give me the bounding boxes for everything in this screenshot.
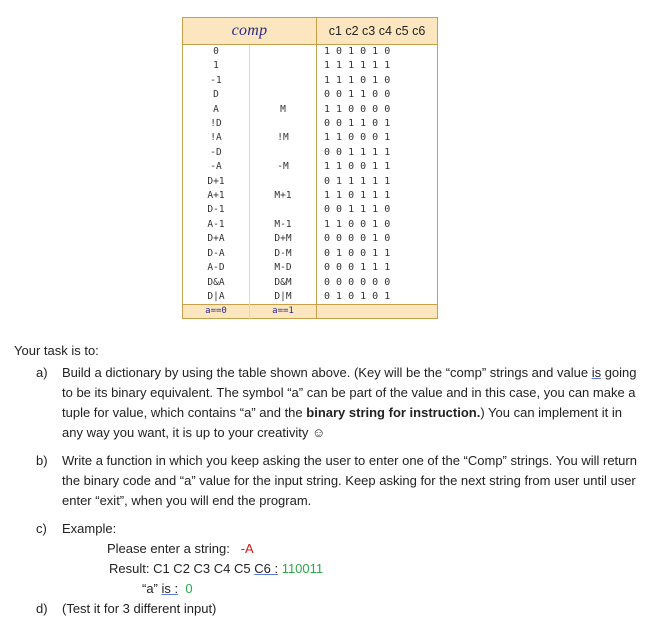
table-row — [183, 117, 438, 131]
comp-a1-cell: D-M — [250, 247, 317, 261]
task-item-c-body — [62, 519, 643, 599]
comp-a1-cell — [250, 45, 317, 60]
comp-a0-cell: D — [213, 89, 219, 101]
comp-a1-cell — [250, 59, 317, 73]
task-a-text-2: going to be its binary equivalent. The symbol “a” can be part of the value and in this case, you can make a tuple for value, which contains “a” and the — [62, 365, 637, 420]
item-marker: a) — [36, 365, 48, 380]
comp-a1-cell — [250, 117, 317, 131]
task-a-text-3: ) You can implement it in any way you want, it is up to your creativity ☺ — [62, 405, 622, 440]
example-result-value: 110011 — [278, 561, 324, 576]
example-result-underlined: C6 : — [254, 561, 279, 576]
comp-a0-cell: D&A — [207, 276, 225, 288]
footer-empty-cell — [317, 305, 438, 319]
table-row — [183, 45, 438, 60]
table-row — [183, 261, 438, 275]
item-marker: d) — [36, 601, 48, 616]
bits-cell: 0 0 0 0 1 0 — [317, 232, 438, 246]
task-item-c — [36, 519, 643, 599]
bits-cell: 1 1 0 0 1 1 — [317, 160, 438, 174]
bits-cell: 0 0 1 1 0 1 — [317, 117, 438, 131]
example-a-result: 0 — [178, 581, 193, 596]
bits-cell: 0 1 1 1 1 1 — [317, 175, 438, 189]
bits-cell: 0 0 1 1 0 0 — [317, 88, 438, 102]
bits-cell: 1 1 1 0 1 0 — [317, 74, 438, 88]
comp-a0-cell: A — [213, 103, 219, 115]
table-row — [183, 74, 438, 88]
bits-cell: 1 1 1 1 1 1 — [317, 59, 438, 73]
table-row — [183, 290, 438, 305]
task-item-a — [36, 363, 643, 443]
example-a-label: “a” — [142, 581, 162, 596]
comp-a0-cell: A-1 — [207, 218, 225, 230]
comp-header: comp — [183, 18, 317, 45]
example-a-underlined: is : — [161, 581, 179, 596]
bits-cell: 1 1 0 0 0 1 — [317, 131, 438, 145]
comp-a0-cell: !D — [210, 118, 222, 130]
bits-cell: 1 0 1 0 1 0 — [317, 45, 438, 60]
task-item-d — [36, 599, 643, 619]
comp-a1-cell: D+M — [250, 232, 317, 246]
table-row — [183, 276, 438, 290]
comp-a1-cell — [250, 146, 317, 160]
task-section — [13, 341, 643, 619]
comp-a1-cell: !M — [250, 131, 317, 145]
comp-a1-cell: M+1 — [250, 189, 317, 203]
table-row — [183, 103, 438, 117]
table-row — [183, 247, 438, 261]
bits-cell: 0 0 1 1 1 0 — [317, 203, 438, 217]
comp-a1-cell: D&M — [250, 276, 317, 290]
comp-a1-cell — [250, 203, 317, 217]
comp-table — [182, 17, 438, 319]
example-result-label: Result: C1 C2 C3 C4 C5 — [109, 561, 255, 576]
footer-a1-cell: a==1 — [250, 305, 317, 319]
comp-a0-cell: D+A — [207, 233, 225, 245]
bits-cell: 1 1 0 0 0 0 — [317, 103, 438, 117]
bits-header: c1 c2 c3 c4 c5 c6 — [317, 18, 438, 45]
table-row — [183, 160, 438, 174]
example-result — [62, 559, 643, 579]
table-row — [183, 59, 438, 73]
comp-a1-cell: D|M — [250, 290, 317, 305]
task-a-underlined: is — [591, 365, 602, 380]
task-item-b — [36, 451, 643, 511]
comp-a1-cell: M — [250, 103, 317, 117]
task-item-d-text: (Test it for 3 different input) — [62, 601, 217, 616]
example-prompt — [62, 539, 643, 559]
table-row — [183, 88, 438, 102]
table-footer-row — [183, 305, 438, 319]
comp-a0-cell: -1 — [210, 74, 222, 86]
bits-cell: 0 0 0 1 1 1 — [317, 261, 438, 275]
comp-a0-cell: A+1 — [207, 190, 225, 202]
bits-cell: 0 0 0 0 0 0 — [317, 276, 438, 290]
comp-a0-cell: 0 — [213, 46, 219, 57]
task-item-a-text — [62, 363, 643, 443]
comp-a0-cell: !A — [210, 132, 222, 144]
comp-a1-cell — [250, 175, 317, 189]
comp-a0-cell: -A — [210, 161, 222, 173]
table-row — [183, 232, 438, 246]
item-marker: c) — [36, 521, 47, 536]
task-a-bold: binary string for instruction. — [306, 405, 481, 420]
table-header-row — [183, 18, 438, 45]
comp-a0-cell: D+1 — [207, 175, 225, 187]
comp-a1-cell: M-D — [250, 261, 317, 275]
comp-a0-cell: 1 — [213, 60, 219, 72]
comp-a1-cell — [250, 74, 317, 88]
table-row — [183, 189, 438, 203]
table-row — [183, 218, 438, 232]
comp-table-body — [183, 18, 438, 319]
task-intro: Your task is to: — [14, 343, 99, 358]
table-row — [183, 131, 438, 145]
example-prompt-value: -A — [240, 541, 254, 556]
task-a-text-1: Build a dictionary by using the table shown above. (Key will be the “comp” strings and value — [62, 365, 592, 380]
footer-a0-cell: a==0 — [183, 305, 250, 319]
bits-cell: 1 1 0 0 1 0 — [317, 218, 438, 232]
comp-a0-cell: D-1 — [207, 204, 225, 216]
item-marker: b) — [36, 453, 48, 468]
comp-a1-cell: M-1 — [250, 218, 317, 232]
table-row — [183, 203, 438, 217]
comp-a0-cell: D-A — [207, 247, 225, 259]
example-prompt-label: Please enter a string: — [107, 541, 241, 556]
example-label: Example: — [62, 521, 117, 536]
comp-a0-cell: A-D — [207, 262, 225, 274]
bits-cell: 1 1 0 1 1 1 — [317, 189, 438, 203]
task-item-b-text: Write a function in which you keep asking the user to enter one of the “Comp” strings. You will return the binary code and “a” value for the input string. Keep asking for the next string from user until user enter “exit”, when you will end the program. — [62, 453, 637, 508]
comp-a1-cell — [250, 88, 317, 102]
bits-cell: 0 0 1 1 1 1 — [317, 146, 438, 160]
comp-a1-cell: -M — [250, 160, 317, 174]
comp-a0-cell: -D — [210, 146, 222, 158]
bits-cell: 0 1 0 0 1 1 — [317, 247, 438, 261]
table-row — [183, 175, 438, 189]
example-a-value — [62, 579, 643, 599]
comp-a0-cell: D|A — [207, 290, 225, 302]
table-row — [183, 146, 438, 160]
bits-cell: 0 1 0 1 0 1 — [317, 290, 438, 305]
